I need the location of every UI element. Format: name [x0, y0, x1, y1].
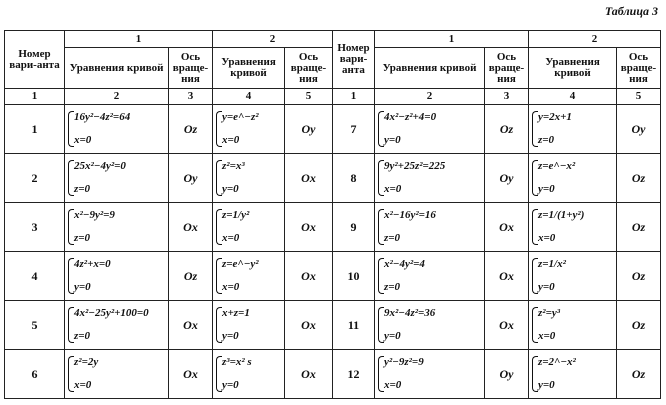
equation-line: x²−9y²=9 — [74, 209, 115, 221]
col-number: 1 — [333, 89, 375, 105]
equation-line: 16y²−4z²=64 — [74, 111, 131, 123]
equation-system — [213, 350, 285, 399]
brace-icon — [532, 160, 538, 196]
equation-system — [213, 301, 285, 350]
equation-system — [65, 252, 169, 301]
header-group-1-left: 1 — [65, 31, 213, 48]
rotation-axis: Oz — [617, 350, 661, 399]
header-equations: Уравнения кривой — [375, 48, 485, 89]
equation-line: y=0 — [538, 281, 555, 293]
equation-line: 25x²−4y²=0 — [74, 160, 126, 172]
variant-number: 2 — [5, 154, 65, 203]
rotation-axis: Oz — [169, 252, 213, 301]
variant-number: 5 — [5, 301, 65, 350]
equation-line: y=0 — [222, 330, 239, 342]
equation-line: 4x²−z²+4=0 — [384, 111, 437, 123]
col-number: 2 — [65, 89, 169, 105]
equation-system — [375, 154, 485, 203]
rotation-axis: Oz — [617, 252, 661, 301]
header-equations: Уравнения кривой — [529, 48, 617, 89]
header-axis: Ось враще-ния — [169, 48, 213, 89]
equation-system — [65, 105, 169, 154]
equation-line: 4x²−25y²+100=0 — [74, 307, 149, 319]
equation-system — [529, 350, 617, 399]
rotation-axis: Oy — [485, 154, 529, 203]
col-number: 3 — [169, 89, 213, 105]
equation-line: x=0 — [222, 232, 240, 244]
rotation-axis: Oz — [485, 105, 529, 154]
rotation-axis: Ox — [285, 203, 333, 252]
equation-line: y²−9z²=9 — [384, 356, 424, 368]
brace-icon — [68, 160, 74, 196]
equation-line: y=0 — [74, 281, 91, 293]
equation-line: z=0 — [384, 281, 401, 293]
equation-line: x=0 — [74, 134, 92, 146]
equation-system — [213, 154, 285, 203]
equation-line: x=0 — [222, 281, 240, 293]
equation-line: z=0 — [74, 232, 91, 244]
brace-icon — [68, 307, 74, 343]
equation-system — [65, 350, 169, 399]
variant-number: 12 — [333, 350, 375, 399]
header-equations: Уравнения кривой — [213, 48, 285, 89]
equation-line: z=1/(1+y²) — [538, 209, 585, 221]
equation-system — [65, 301, 169, 350]
table-row — [5, 350, 661, 399]
rotation-axis: Ox — [485, 203, 529, 252]
header-axis: Ось враще-ния — [617, 48, 661, 89]
col-number: 2 — [375, 89, 485, 105]
equation-system — [375, 252, 485, 301]
equation-line: z=1/x² — [538, 258, 566, 270]
rotation-axis: Ox — [485, 252, 529, 301]
equation-line: 9x²−4z²=36 — [384, 307, 436, 319]
brace-icon — [216, 209, 222, 245]
equation-line: x=0 — [384, 183, 402, 195]
brace-icon — [216, 160, 222, 196]
equation-system — [213, 105, 285, 154]
header-variant-right: Номер вари-анта — [333, 31, 375, 89]
rotation-axis: Oz — [617, 301, 661, 350]
equation-line: z=e^−y² — [222, 258, 259, 270]
rotation-axis: Oy — [617, 105, 661, 154]
equation-system — [213, 252, 285, 301]
col-number: 4 — [529, 89, 617, 105]
equation-system — [529, 252, 617, 301]
equation-line: z=1/y² — [222, 209, 250, 221]
brace-icon — [378, 356, 384, 392]
brace-icon — [216, 307, 222, 343]
brace-icon — [378, 160, 384, 196]
variants-table — [4, 30, 661, 399]
table-row — [5, 252, 661, 301]
equation-line: z=0 — [74, 183, 91, 195]
rotation-axis: Ox — [485, 301, 529, 350]
variant-number: 3 — [5, 203, 65, 252]
equation-system — [529, 154, 617, 203]
rotation-axis: Oy — [169, 154, 213, 203]
col-number: 1 — [5, 89, 65, 105]
equation-system — [213, 203, 285, 252]
brace-icon — [378, 307, 384, 343]
header-group-2-right: 2 — [529, 31, 661, 48]
equation-line: z=e^−x² — [538, 160, 576, 172]
header-axis: Ось враще-ния — [485, 48, 529, 89]
brace-icon — [532, 356, 538, 392]
brace-icon — [216, 111, 222, 147]
equation-line: z²=x³ — [222, 160, 245, 172]
brace-icon — [68, 356, 74, 392]
variant-number: 4 — [5, 252, 65, 301]
equation-line: y=2x+1 — [538, 111, 572, 123]
variant-number: 7 — [333, 105, 375, 154]
equation-line: 9y²+25z²=225 — [384, 160, 446, 172]
equation-line: y=0 — [222, 379, 239, 391]
equation-line: x=0 — [222, 134, 240, 146]
variant-number: 6 — [5, 350, 65, 399]
rotation-axis: Ox — [285, 301, 333, 350]
rotation-axis: Oy — [285, 105, 333, 154]
equation-line: z=2^−x² — [538, 356, 576, 368]
table-row — [5, 301, 661, 350]
rotation-axis: Ox — [169, 350, 213, 399]
equation-system — [375, 105, 485, 154]
brace-icon — [532, 307, 538, 343]
equation-line: y=0 — [538, 183, 555, 195]
brace-icon — [216, 258, 222, 294]
brace-icon — [216, 356, 222, 392]
brace-icon — [378, 111, 384, 147]
equation-line: x²−16y²=16 — [384, 209, 436, 221]
equation-line: x=0 — [538, 232, 556, 244]
equation-line: z²=y³ — [538, 307, 561, 319]
brace-icon — [378, 258, 384, 294]
table-row — [5, 105, 661, 154]
rotation-axis: Ox — [169, 203, 213, 252]
header-axis: Ось враще-ния — [285, 48, 333, 89]
equation-line: x=0 — [74, 379, 92, 391]
equation-system — [65, 203, 169, 252]
header-group-2-left: 2 — [213, 31, 333, 48]
equation-line: z=0 — [384, 232, 401, 244]
col-number: 5 — [617, 89, 661, 105]
rotation-axis: Oz — [169, 105, 213, 154]
equation-line: z=0 — [538, 134, 555, 146]
col-number: 5 — [285, 89, 333, 105]
col-number: 3 — [485, 89, 529, 105]
variant-number: 9 — [333, 203, 375, 252]
equation-system — [529, 301, 617, 350]
header-variant-left: Номер вари-анта — [5, 31, 65, 89]
rotation-axis: Ox — [285, 350, 333, 399]
table-row — [5, 154, 661, 203]
brace-icon — [68, 209, 74, 245]
col-number: 4 — [213, 89, 285, 105]
equation-line: x=0 — [384, 379, 402, 391]
rotation-axis: Ox — [285, 252, 333, 301]
rotation-axis: Oz — [617, 203, 661, 252]
equation-system — [65, 154, 169, 203]
equation-system — [375, 350, 485, 399]
equation-line: z=0 — [74, 330, 91, 342]
equation-line: z³=x² s — [222, 356, 252, 368]
brace-icon — [68, 258, 74, 294]
equation-line: x+z=1 — [222, 307, 250, 319]
brace-icon — [378, 209, 384, 245]
equation-system — [375, 203, 485, 252]
table-caption: Таблица 3 — [604, 4, 658, 18]
brace-icon — [532, 111, 538, 147]
variant-number: 8 — [333, 154, 375, 203]
variant-number: 1 — [5, 105, 65, 154]
equation-line: y=0 — [384, 330, 401, 342]
equation-system — [375, 301, 485, 350]
equation-line: z²=2y — [74, 356, 99, 368]
equation-line: x²−4y²=4 — [384, 258, 425, 270]
header-group-1-right: 1 — [375, 31, 529, 48]
variant-number: 10 — [333, 252, 375, 301]
rotation-axis: Oy — [485, 350, 529, 399]
equation-line: y=e^−z² — [222, 111, 259, 123]
equation-line: x=0 — [538, 330, 556, 342]
brace-icon — [532, 258, 538, 294]
table-row — [5, 203, 661, 252]
header-equations: Уравнения кривой — [65, 48, 169, 89]
brace-icon — [68, 111, 74, 147]
equation-line: y=0 — [222, 183, 239, 195]
equation-system — [529, 105, 617, 154]
rotation-axis: Ox — [169, 301, 213, 350]
rotation-axis: Oz — [617, 154, 661, 203]
equation-system — [529, 203, 617, 252]
rotation-axis: Ox — [285, 154, 333, 203]
equation-line: 4z²+x=0 — [74, 258, 111, 270]
brace-icon — [532, 209, 538, 245]
equation-line: y=0 — [384, 134, 401, 146]
equation-line: y=0 — [538, 379, 555, 391]
variant-number: 11 — [333, 301, 375, 350]
